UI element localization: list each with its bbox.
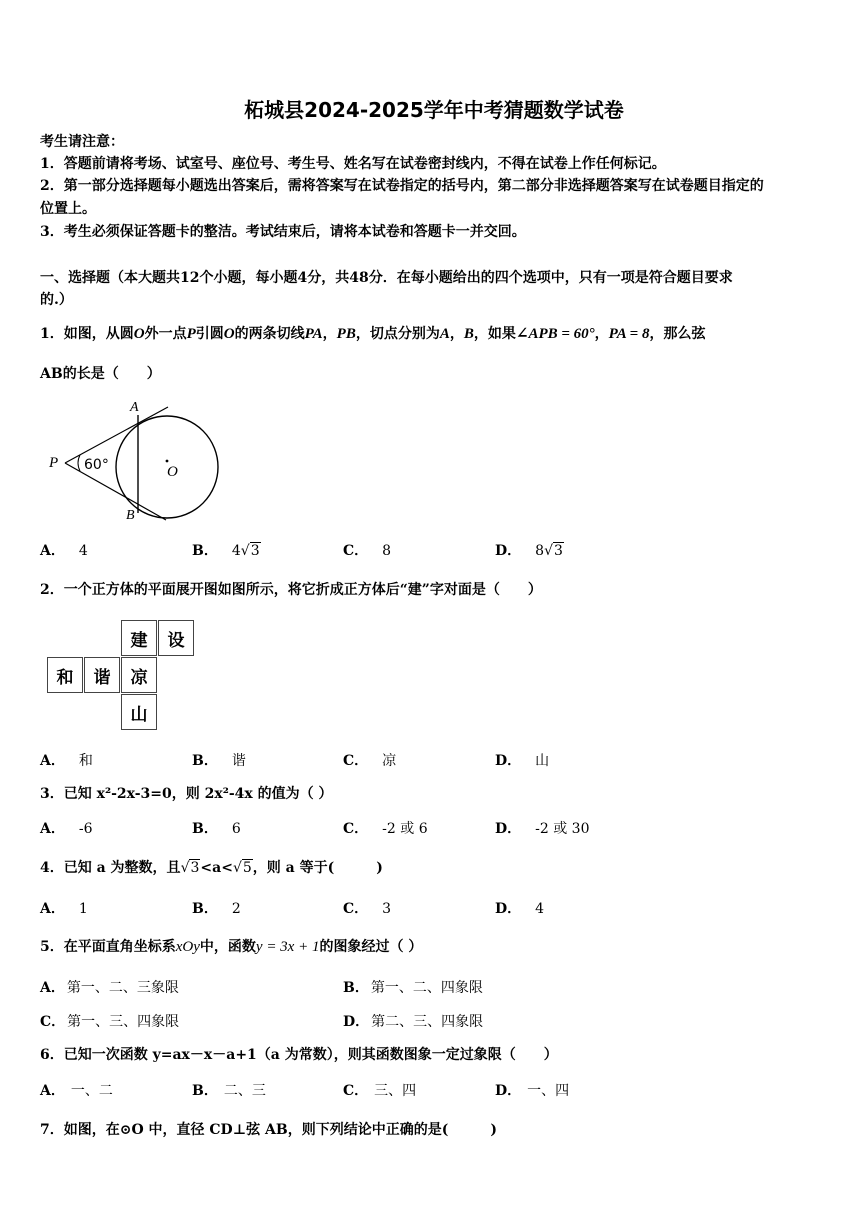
net-cell: 凉 — [121, 657, 157, 693]
option-a[interactable]: A． 一、二 — [40, 1083, 113, 1099]
notice-item: 1．答题前请将考场、试室号、座位号、考生号、姓名写在试卷密封线内，不得在试卷上作任何标记。 — [40, 156, 666, 172]
option-b[interactable]: B． 二、三 — [192, 1083, 266, 1099]
option-a[interactable]: A． 和 — [40, 753, 93, 769]
option-a[interactable]: A． 4 — [40, 543, 88, 559]
option-a[interactable]: A． 第一、二、三象限 — [40, 980, 179, 996]
label-b: B — [126, 508, 135, 523]
question-5-stem: 5．在平面直角坐标系xOy中，函数y = 3x + 1的图象经过（ ） — [40, 939, 423, 955]
option-d[interactable]: D． 第二、三、四象限 — [343, 1014, 484, 1030]
tangent-pa — [65, 407, 168, 463]
section-heading: 一、选择题（本大题共12个小题，每小题4分，共48分．在每小题给出的四个选项中，只有一项是符合题目要求 — [40, 270, 733, 286]
option-c[interactable]: C． -2 或 6 — [343, 821, 428, 837]
option-c[interactable]: C． 第一、三、四象限 — [40, 1014, 180, 1030]
net-cell: 山 — [121, 694, 157, 730]
label-a: A — [130, 400, 139, 415]
label-p: P — [49, 455, 59, 471]
option-b[interactable]: B． 4√3 — [192, 543, 260, 559]
net-cell: 设 — [158, 620, 194, 656]
section-heading-cont: 的.） — [40, 292, 73, 308]
notice-heading: 考生请注意： — [40, 134, 124, 150]
option-c[interactable]: C． 凉 — [343, 753, 397, 769]
angle-arc — [78, 455, 80, 471]
page-title: 柘城县2024-2025学年中考猜题数学试卷 — [244, 98, 624, 122]
question-7-stem: 7．如图，在⊙O 中，直径 CD⊥弦 AB，则下列结论中正确的是( ) — [40, 1122, 497, 1138]
option-d[interactable]: D． 一、四 — [495, 1083, 570, 1099]
net-cell: 谐 — [84, 657, 120, 693]
question-3-stem: 3．已知 x²-2x-3=0，则 2x²-4x 的值为（ ） — [40, 786, 333, 802]
tangent-circle-figure — [40, 395, 240, 530]
notice-item: 2．第一部分选择题每小题选出答案后，需将答案写在试卷指定的括号内，第二部分非选择题答案写在试卷题目指定的 — [40, 178, 764, 194]
option-c[interactable]: C． 三、四 — [343, 1083, 417, 1099]
net-cell: 建 — [121, 620, 157, 656]
question-1-stem: 1．如图，从圆O外一点P引圆O的两条切线PA，PB，切点分别为A，B，如果∠APB = 60°，PA = 8，那么弦 — [40, 326, 706, 342]
option-a[interactable]: A． -6 — [40, 821, 93, 837]
net-cell: 和 — [47, 657, 83, 693]
tangent-pb — [65, 463, 166, 520]
option-b[interactable]: B． 6 — [192, 821, 241, 837]
label-o: O — [167, 464, 178, 480]
option-d[interactable]: D． -2 或 30 — [495, 821, 590, 837]
option-b[interactable]: B． 2 — [192, 901, 241, 917]
option-d[interactable]: D． 4 — [495, 901, 545, 917]
notice-item: 位置上。 — [40, 201, 96, 217]
notice-item: 3．考生必须保证答题卡的整洁。考试结束后，请将本试卷和答题卡一并交回。 — [40, 224, 526, 240]
option-c[interactable]: C． 8 — [343, 543, 392, 559]
question-4-stem: 4．已知 a 为整数，且√3<a<√5，则 a 等于( ) — [40, 860, 383, 876]
option-b[interactable]: B． 谐 — [192, 753, 246, 769]
question-6-stem: 6．已知一次函数 y=ax－x－a+1（a 为常数），则其函数图象一定过象限（ ） — [40, 1047, 558, 1063]
label-angle: 60° — [84, 457, 109, 473]
cube-net-figure — [45, 620, 205, 735]
option-d[interactable]: D． 山 — [495, 753, 550, 769]
question-2-stem: 2．一个正方体的平面展开图如图所示，将它折成正方体后“建”字对面是（ ） — [40, 582, 542, 598]
option-d[interactable]: D． 8√3 — [495, 543, 563, 559]
question-1-stem-cont: AB的长是（ ） — [40, 366, 161, 382]
option-a[interactable]: A． 1 — [40, 901, 88, 917]
option-c[interactable]: C． 3 — [343, 901, 392, 917]
option-b[interactable]: B． 第一、二、四象限 — [343, 980, 483, 996]
center-dot — [166, 460, 169, 463]
